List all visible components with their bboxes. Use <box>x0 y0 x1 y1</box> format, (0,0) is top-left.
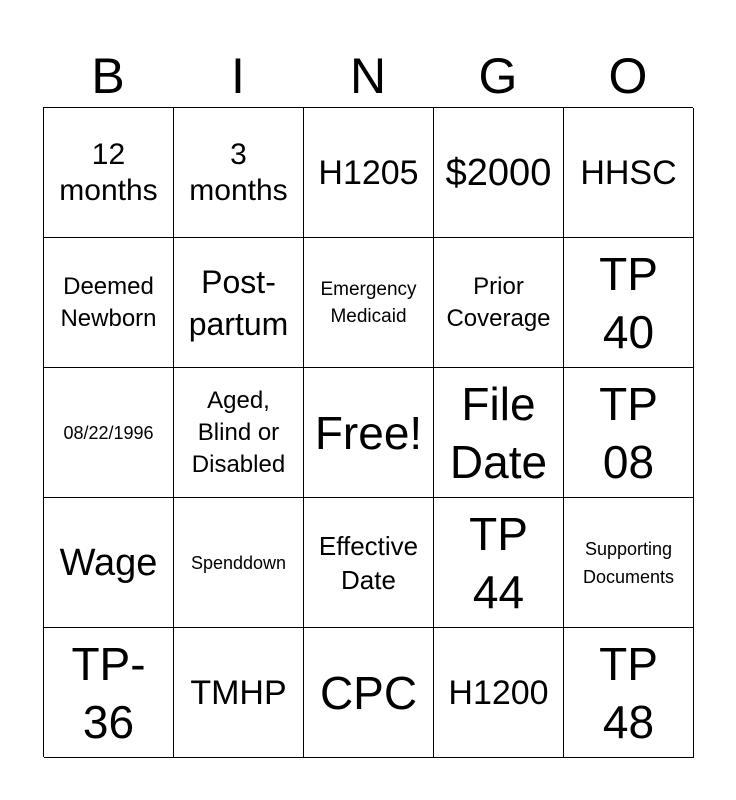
cell-text: TP 08 <box>599 377 658 488</box>
bingo-cell-r1-c5[interactable] <box>564 108 694 238</box>
bingo-cell-r2-c4[interactable] <box>434 238 564 368</box>
bingo-cell-r3-c5[interactable] <box>564 368 694 498</box>
bingo-cell-r5-c2[interactable] <box>174 628 304 758</box>
bingo-cell-r1-c3[interactable] <box>304 108 434 238</box>
header-letter-i: I <box>231 48 245 104</box>
bingo-cell-r2-c3[interactable] <box>304 238 434 368</box>
bingo-cell-r4-c2[interactable] <box>174 498 304 628</box>
cell-text: HHSC <box>580 153 677 192</box>
cell-text: CPC <box>319 666 418 719</box>
cell-text: H1200 <box>448 673 549 712</box>
cell-text: Emergency Medicaid <box>320 278 417 327</box>
cell-text: Spenddown <box>190 552 287 573</box>
cell-text: Supporting Documents <box>582 538 675 587</box>
bingo-cell-r4-c4[interactable] <box>434 498 564 628</box>
cell-text: Wage <box>59 541 158 584</box>
bingo-cell-r5-c1[interactable] <box>44 628 174 758</box>
bingo-header <box>43 44 693 108</box>
cell-text: $2000 <box>445 151 552 194</box>
free-space-text: Free! <box>314 406 423 459</box>
header-letter-o: O <box>608 48 648 104</box>
cell-text: TP 40 <box>599 247 658 358</box>
cell-text: Post- partum <box>188 263 289 342</box>
cell-text: Aged, Blind or Disabled <box>191 386 286 478</box>
bingo-cell-r1-c4[interactable] <box>434 108 564 238</box>
bingo-cell-r1-c1[interactable] <box>44 108 174 238</box>
cell-text: 3 months <box>189 137 288 207</box>
cell-text: 12 months <box>59 137 158 207</box>
cell-text: Effective Date <box>318 530 419 595</box>
header-letter-g: G <box>478 48 518 104</box>
header-letter-b: B <box>91 48 125 104</box>
header-letter-n: N <box>349 48 387 104</box>
bingo-cell-r3-c4[interactable] <box>434 368 564 498</box>
cell-text: File Date <box>449 377 548 488</box>
bingo-cell-r3-c2[interactable] <box>174 368 304 498</box>
cell-text: TP 48 <box>599 637 658 748</box>
bingo-cell-r2-c1[interactable] <box>44 238 174 368</box>
bingo-cell-r3-c1[interactable] <box>44 368 174 498</box>
cell-text: H1205 <box>318 153 419 192</box>
bingo-cell-r2-c5[interactable] <box>564 238 694 368</box>
bingo-cell-r5-c4[interactable] <box>434 628 564 758</box>
bingo-cell-r5-c3[interactable] <box>304 628 434 758</box>
bingo-cell-r4-c5[interactable] <box>564 498 694 628</box>
bingo-cell-r4-c1[interactable] <box>44 498 174 628</box>
cell-text: Deemed Newborn <box>60 272 157 332</box>
bingo-cell-r1-c2[interactable] <box>174 108 304 238</box>
bingo-cell-r4-c3[interactable] <box>304 498 434 628</box>
cell-text: Prior Coverage <box>446 272 551 332</box>
bingo-cell-r2-c2[interactable] <box>174 238 304 368</box>
bingo-board <box>43 107 693 757</box>
cell-text: TP- 36 <box>71 637 146 748</box>
bingo-cell-r5-c5[interactable] <box>564 628 694 758</box>
bingo-cell-r3-c3[interactable] <box>304 368 434 498</box>
cell-text: TMHP <box>190 673 287 712</box>
cell-text: TP 44 <box>469 507 528 618</box>
cell-text: 08/22/1996 <box>63 422 154 443</box>
